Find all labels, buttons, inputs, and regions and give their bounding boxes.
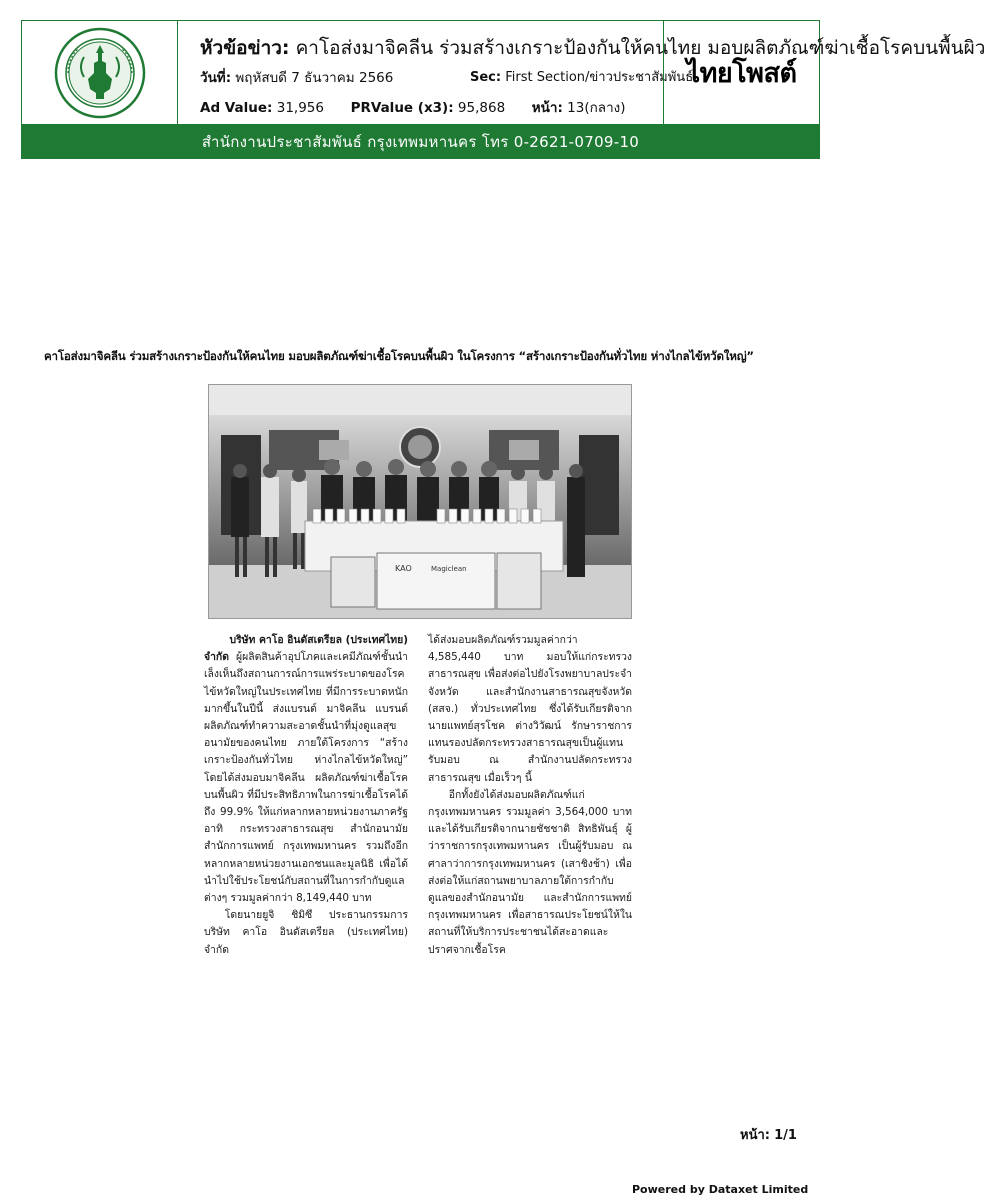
bma-seal-logo <box>54 27 146 119</box>
date-row <box>200 66 393 88</box>
page-number <box>740 1124 797 1145</box>
office-contact-bar: สำนักงานประชาสัมพันธ์ กรุงเทพมหานคร โทร 0-2621-0709-10 <box>21 125 820 159</box>
column-1-text: ผู้ผลิตสินค้าอุปโภคและเคมีภัณฑ์ชั้นนำ เล็งเห็นถึงสถานการณ์การแพร่ระบาดของโรคไข้หวัดใหญ่ในประเทศไทย ที่มีการระบาดหนักมากขึ้นในปีนี้ ส่งแบรนด์ มาจิคลีน แบรนด์ผลิตภัณฑ์ทำความสะอาดชั้นนำที่มุ่งดูแลสุขอนามัยของคนไทย ภายใต้โครงการ “สร้างเกราะป้องกันทั่วไทย ห่างไกลไข้หวัดใหญ่” โดยได้ส่งมอบมาจิคลีน ผลิตภัณฑ์ฆ่าเชื้อโรคบนพื้นผิว ที่มีประสิทธิภาพในการฆ่าเชื้อโรคได้ถึง 99.9% ให้แก่หลากหลายหน่วยงานภาครัฐ อาทิ กระทรวงสาธารณสุข สำนักอนามัย สำนักการแพทย์ กรุงเทพมหานคร รวมถึงอีกหลากหลายหน่วยงานเอกชนและมูลนิธิ เพื่อได้นำไปใช้ประโยชน์กับสถานที่ในการกำกับดูแลต่างๆ รวมมูลค่ากว่า 8,149,440 บาท <box>204 651 408 905</box>
pr-value-label: PRValue (x3): <box>350 100 454 116</box>
donation-ceremony-photo <box>209 385 631 618</box>
date-value: พฤหัสบดี 7 ธันวาคม 2566 <box>235 70 394 86</box>
date-label: วันที่: <box>200 70 232 86</box>
article-column-2 <box>428 632 632 959</box>
section-value: First Section/ข่าวประชาสัมพันธ์ <box>505 70 694 85</box>
page-label: หน้า: <box>531 100 563 116</box>
article-column-1 <box>204 632 408 959</box>
powered-by: Powered by Dataxet Limited <box>632 1183 809 1196</box>
column-2-paragraph-1: ได้ส่งมอบผลิตภัณฑ์รวมมูลค่ากว่า 4,585,440 บาท มอบให้แก่กระทรวงสาธารณสุข เพื่อส่งต่อไปยังโรงพยาบาลประจำจังหวัด และสำนักงานสาธารณสุขจังหวัด (สสจ.) ทั่วประเทศไทย ซึ่งได้รับเกียรติจากนายแพทย์สุรโชค ต่างวิวัฒน์ รักษาราชการแทนรองปลัดกระทรวงสาธารณสุขเป็นผู้แทนรับมอบ ณ สำนักงานปลัดกระทรวงสาธารณสุข เมื่อเร็วๆ นี้ <box>428 634 632 784</box>
article-photo <box>208 384 632 619</box>
column-1-paragraph-2 <box>204 907 408 959</box>
page-value: 13(กลาง) <box>567 100 626 116</box>
column-2-text-2: อีกทั้งยังได้ส่งมอบผลิตภัณฑ์แก่กรุงเทพมหานคร รวมมูลค่า 3,564,000 บาท และได้รับเกียรติจากนายชัชชาติ สิทธิพันธุ์ ผู้ว่าราชการกรุงเทพมหานคร เป็นผู้รับมอบ ณ ศาลาว่าการกรุงเทพมหานคร (เสาชิงช้า) เพื่อส่งต่อให้แก่สถานพยาบาลภายใต้การกำกับดูแลของสำนักอนามัย และสำนักการแพทย์ กรุงเทพมหานคร เพื่อสาธารณประโยชน์ให้ในสถานที่ให้บริการประชาชนได้สะอาดและปราศจากเชื้อโรค <box>428 788 632 956</box>
values-row <box>200 96 626 118</box>
page-number-label: หน้า: <box>740 1128 770 1143</box>
column-2-paragraph-2 <box>428 787 632 959</box>
kao-box-label: KAO <box>395 564 412 573</box>
news-title-row <box>200 33 985 63</box>
section-label: Sec: <box>470 70 502 85</box>
pr-value: 95,868 <box>457 100 506 116</box>
clipping-header <box>21 20 985 125</box>
publication-cell <box>663 21 819 124</box>
ad-value: 31,956 <box>276 100 324 116</box>
article-headline: คาโอส่งมาจิคลีน ร่วมสร้างเกราะป้องกันให้คนไทย มอบผลิตภัณฑ์ฆ่าเชื้อโรคบนพื้นผิว ในโครงการ “สร้างเกราะป้องกันทั่วไทย ห่างไกลไข้หวัดใหญ่” <box>44 349 754 363</box>
column-1-paragraph-1 <box>204 649 408 907</box>
column-1-text-2: โดยนายยูจิ ชิมิซึ ประธานกรรมการ บริษัท คาโอ อินดัสเตรียล (ประเทศไทย) จำกัด <box>204 909 408 956</box>
article-byline: บริษัท คาโอ อินดัสเตรียล (ประเทศไทย) <box>229 634 408 646</box>
logo-cell <box>22 21 178 124</box>
title-value: คาโอส่งมาจิคลีน ร่วมสร้างเกราะป้องกันให้คนไทย มอบผลิตภัณฑ์ฆ่าเชื้อโรคบนพื้นผิว <box>295 37 985 59</box>
section-row <box>470 66 693 87</box>
title-label: หัวข้อข่าว: <box>200 37 290 59</box>
publication-name: ไทยโพสต์ <box>686 58 797 89</box>
column-1-lead: จำกัด <box>204 651 229 664</box>
page-number-value: 1/1 <box>774 1128 797 1143</box>
magiclean-box-label: Magiclean <box>431 565 467 573</box>
ad-value-label: Ad Value: <box>200 100 273 116</box>
